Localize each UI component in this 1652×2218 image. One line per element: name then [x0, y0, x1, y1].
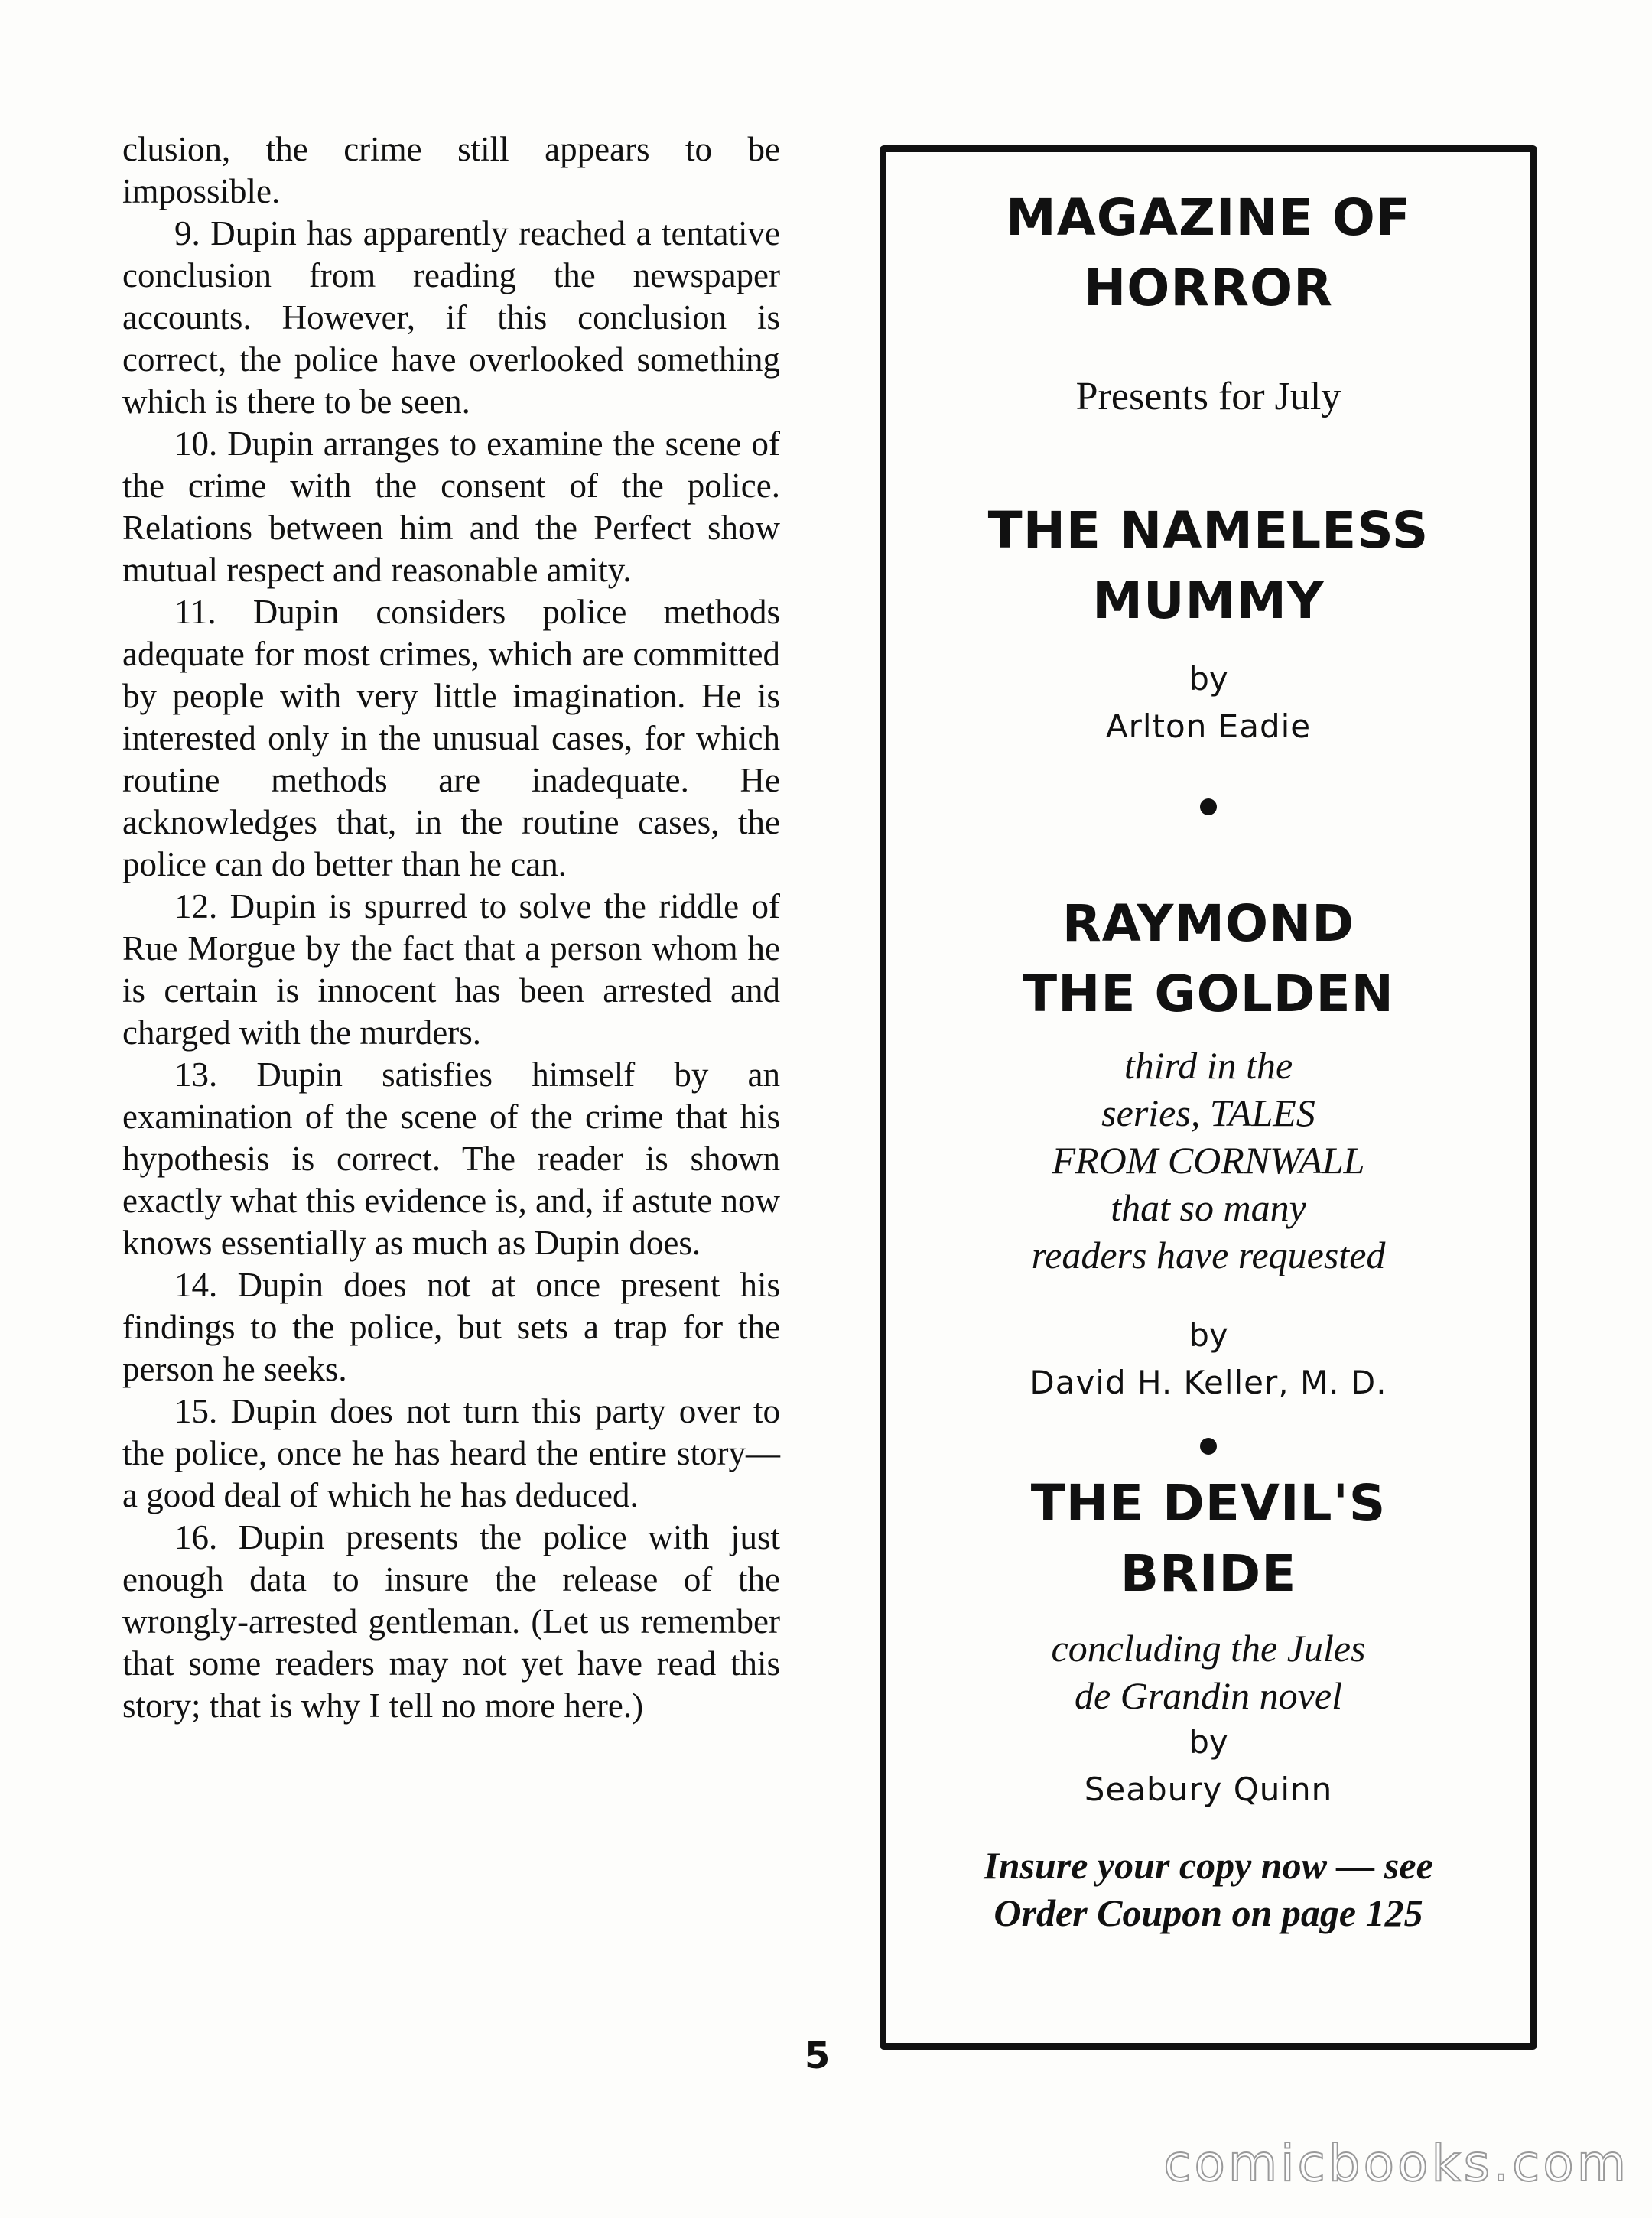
story3-title-line1: THE DEVIL'S	[1030, 1474, 1387, 1533]
bullet-divider	[1200, 1438, 1217, 1455]
paragraph-item-12: 12. Dupin is spurred to solve the riddle of Rue Morgue by the fact that a person whom he is certain is innocent has been arrested and charged with the murders.	[122, 887, 780, 1052]
story1-title-line1: THE NAMELESS	[987, 501, 1429, 560]
story2-desc-line5: readers have requested	[1031, 1234, 1386, 1276]
order-coupon-note	[886, 1842, 1530, 1937]
story1-author: Arlton Eadie	[1105, 707, 1312, 745]
magazine-title-line1: MAGAZINE OF	[1006, 188, 1411, 247]
story2-title-line2: THE GOLDEN	[1023, 964, 1394, 1023]
site-watermark: comicbooks.com	[1163, 2134, 1629, 2193]
coupon-line1: Insure your copy now — see	[984, 1844, 1433, 1887]
story2-desc-line2: series, TALES	[1101, 1091, 1315, 1134]
paragraph-item-11: 11. Dupin considers police methods adequate for most crimes, which are committed by people with very little imagination. He is interested only in the unusual cases, for which routine methods are inadequate. He acknowledges that, in the routine cases, the police can do better than he can.	[122, 593, 780, 883]
story3-desc-line1: concluding the Jules	[1051, 1627, 1366, 1670]
article-column	[122, 128, 780, 1727]
paragraph-item-9: 9. Dupin has apparently reached a tentative conclusion from reading the newspaper accounts. However, if this conclusion is correct, the police have overlooked something which is there to be seen.	[122, 214, 780, 421]
story2-desc-line3: FROM CORNWALL	[1052, 1139, 1365, 1182]
advertisement-content	[886, 183, 1530, 1937]
story2-author: David H. Keller, M. D.	[1029, 1364, 1387, 1401]
story3-desc-line2: de Grandin novel	[1075, 1674, 1342, 1717]
story2-desc-line4: that so many	[1111, 1186, 1306, 1229]
page-number: 5	[805, 2034, 831, 2077]
story1-title-line2: MUMMY	[1092, 571, 1325, 630]
advertisement-box	[880, 145, 1537, 2050]
story3-description	[886, 1624, 1530, 1719]
bullet-divider	[1200, 798, 1217, 815]
paragraph-continuation: clusion, the crime still appears to be impossible.	[122, 130, 780, 210]
story1-by: by	[1189, 660, 1228, 698]
story3-author: Seabury Quinn	[1084, 1771, 1333, 1808]
story2-by: by	[1189, 1316, 1228, 1354]
story2-desc-line1: third in the	[1124, 1044, 1293, 1087]
paragraph-item-14: 14. Dupin does not at once present his findings to the police, but sets a trap for the person he seeks.	[122, 1266, 780, 1388]
coupon-line2: Order Coupon on page 125	[993, 1891, 1423, 1934]
paragraph-item-10: 10. Dupin arranges to examine the scene of the crime with the consent of the police. Relations between him and the Perfect show mutual respect and reasonable amity.	[122, 424, 780, 589]
presents-line: Presents for July	[1075, 375, 1341, 418]
story2-title-line1: RAYMOND	[1062, 894, 1355, 953]
paragraph-item-13: 13. Dupin satisfies himself by an examination of the scene of the crime that his hypothesis is correct. The reader is shown exactly what this evidence is, and, if astute now knows essentially as much as Dupin does.	[122, 1055, 780, 1262]
magazine-title-line2: HORROR	[1084, 259, 1333, 317]
story2-description	[886, 1042, 1530, 1279]
story3-by: by	[1189, 1723, 1228, 1761]
paragraph-item-15: 15. Dupin does not turn this party over to the police, once he has heard the entire story—a good deal of which he has deduced.	[122, 1392, 780, 1514]
story3-title-line2: BRIDE	[1120, 1544, 1297, 1603]
paragraph-item-16: 16. Dupin presents the police with just enough data to insure the release of the wrongly-arrested gentleman. (Let us remember that some readers may not yet have read this story; that is why I tell no more here.)	[122, 1518, 780, 1725]
